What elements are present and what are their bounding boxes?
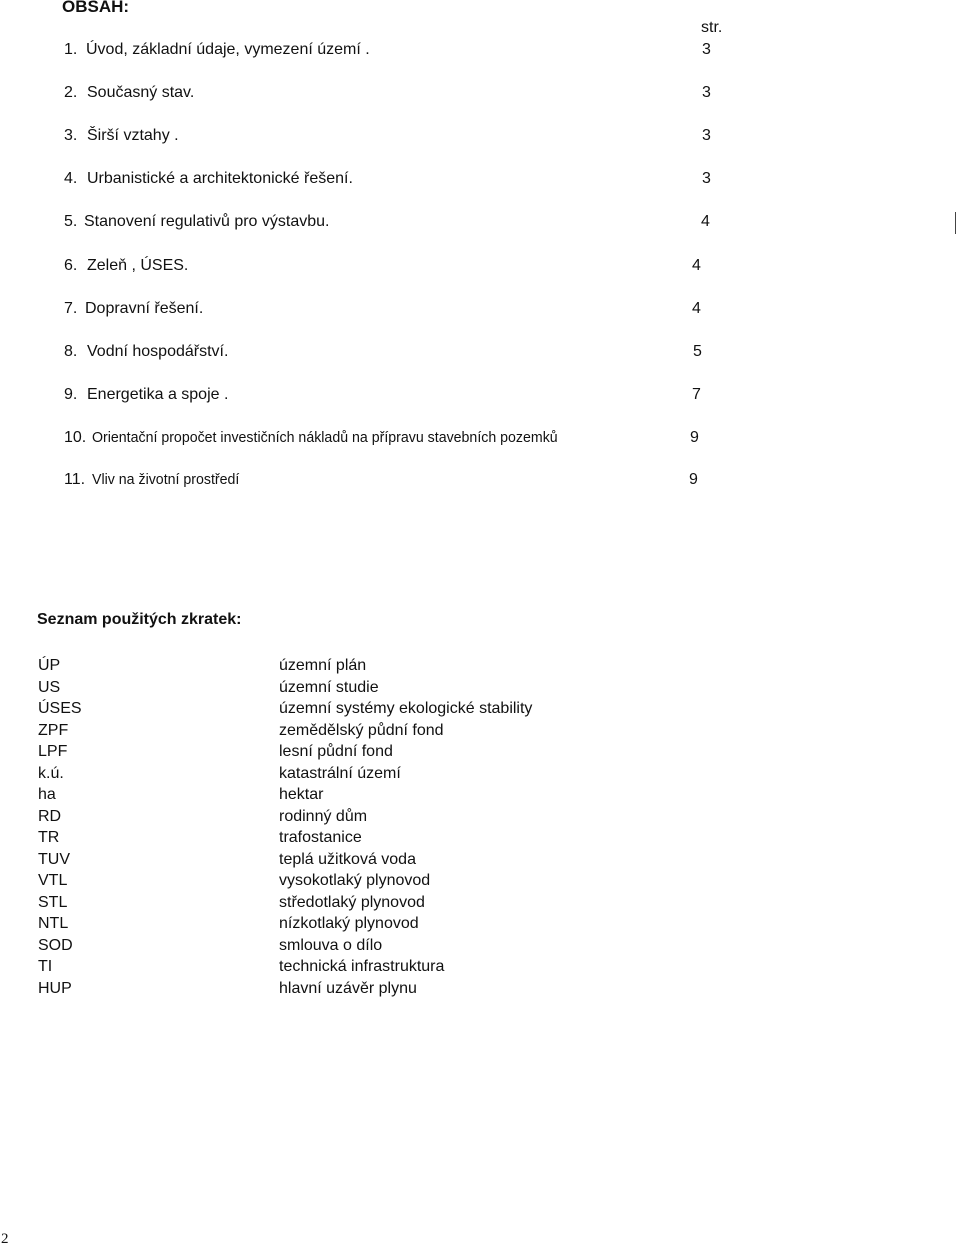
toc-item-4 (64, 170, 353, 188)
abbreviation-code: TUV (38, 850, 70, 868)
toc-item-11 (64, 471, 248, 489)
abbreviation-meaning: územní plán (279, 657, 367, 674)
abbreviation-code: LPF (38, 743, 68, 760)
toc-item-title: Současný stav. (87, 84, 195, 101)
toc-item-number: 7. (64, 300, 78, 317)
toc-item-title: Dopravní řešení. (85, 300, 204, 317)
abbreviation-code: RD (38, 807, 62, 825)
table-row (38, 763, 532, 785)
toc-item-number: 11. (64, 471, 86, 488)
toc-item-number: 2. (64, 84, 78, 101)
toc-item-title: Energetika a spoje . (87, 386, 229, 403)
abbreviation-meaning: smlouva o dílo (279, 936, 383, 954)
abbreviation-code: ha (38, 786, 56, 803)
abbreviation-code: VTL (38, 872, 68, 889)
toc-item-page: 7 (692, 386, 701, 403)
table-row (38, 870, 532, 892)
toc-item-page: 5 (693, 343, 702, 360)
toc-item-3 (64, 127, 179, 145)
abbreviation-code: ÚP (38, 657, 61, 674)
toc-item-number: 5. (64, 213, 78, 230)
table-row (38, 806, 532, 828)
page-column-label: str. (701, 19, 723, 36)
table-row (38, 698, 532, 720)
toc-item-title: Vodní hospodářství. (87, 343, 229, 360)
toc-item-9 (64, 386, 228, 404)
toc-item-page: 3 (702, 84, 711, 101)
toc-item-8 (64, 343, 228, 361)
abbreviation-meaning: hlavní uzávěr plynu (279, 979, 417, 997)
abbreviation-meaning: technická infrastruktura (279, 958, 445, 975)
table-row (38, 849, 532, 871)
abbreviation-meaning: zemědělský půdní fond (279, 721, 444, 739)
abbreviation-meaning: lesní půdní fond (279, 743, 393, 760)
abbreviations-heading: Seznam použitých zkratek: (37, 611, 242, 628)
abbreviations-table (38, 655, 532, 999)
abbreviation-meaning: trafostanice (279, 829, 362, 846)
toc-heading: OBSAH: (62, 0, 130, 16)
page-number: 2 (1, 1231, 9, 1247)
toc-item-number: 8. (64, 343, 78, 360)
table-row (38, 655, 532, 677)
abbreviation-meaning: středotlaký plynovod (279, 893, 425, 911)
table-row (38, 827, 532, 849)
abbreviation-code: US (38, 678, 61, 696)
toc-item-10 (64, 429, 585, 447)
toc-item-number: 10. (64, 429, 87, 446)
abbreviation-meaning: katastrální území (279, 764, 401, 782)
toc-item-6 (64, 257, 188, 275)
toc-item-number: 1. (64, 41, 78, 58)
abbreviation-code: STL (38, 893, 68, 911)
toc-item-page: 3 (702, 170, 711, 187)
toc-item-5 (64, 213, 329, 231)
table-row (38, 784, 532, 806)
toc-item-page: 4 (692, 257, 701, 274)
abbreviation-meaning: nízkotlaký plynovod (279, 915, 419, 932)
toc-item-1 (64, 41, 370, 59)
abbreviation-meaning: vysokotlaký plynovod (279, 872, 431, 889)
abbreviation-code: ZPF (38, 721, 69, 739)
abbreviation-code: TI (38, 958, 53, 975)
toc-item-title: Vliv na životní prostředí (92, 471, 240, 488)
toc-item-page: 4 (692, 300, 701, 317)
table-row (38, 741, 532, 763)
toc-item-7 (64, 300, 203, 318)
abbreviation-code: SOD (38, 936, 73, 954)
table-row (38, 913, 532, 935)
toc-item-title: Stanovení regulativů pro výstavbu. (84, 213, 330, 230)
table-row (38, 720, 532, 742)
table-row (38, 892, 532, 914)
abbreviation-code: HUP (38, 979, 72, 997)
abbreviation-code: NTL (38, 915, 69, 932)
toc-item-title: Orientační propočet investičních nákladů na přípravu stavebních pozemků (92, 429, 558, 446)
table-row (38, 935, 532, 957)
toc-item-title: Zeleň , ÚSES. (87, 257, 189, 274)
toc-item-page: 3 (702, 41, 711, 58)
toc-item-page: 9 (690, 429, 699, 446)
abbreviation-meaning: územní studie (279, 678, 379, 696)
table-row (38, 956, 532, 978)
toc-item-title: Úvod, základní údaje, vymezení území . (86, 41, 370, 58)
toc-item-number: 9. (64, 386, 78, 403)
table-row (38, 677, 532, 699)
margin-mark (955, 212, 956, 234)
toc-item-page: 3 (702, 127, 711, 144)
abbreviation-code: k.ú. (38, 764, 64, 782)
abbreviation-meaning: územní systémy ekologické stability (279, 700, 533, 717)
abbreviation-meaning: teplá užitková voda (279, 850, 416, 868)
toc-item-number: 6. (64, 257, 78, 274)
toc-item-title: Urbanistické a architektonické řešení. (87, 170, 353, 187)
toc-item-page: 4 (701, 213, 710, 230)
toc-item-2 (64, 84, 194, 102)
table-row (38, 978, 532, 1000)
abbreviation-code: TR (38, 829, 60, 846)
toc-item-number: 3. (64, 127, 78, 144)
abbreviation-meaning: rodinný dům (279, 807, 368, 825)
abbreviation-meaning: hektar (279, 786, 324, 803)
abbreviation-code: ÚSES (38, 700, 82, 717)
toc-item-title: Širší vztahy . (87, 127, 179, 144)
toc-item-number: 4. (64, 170, 78, 187)
toc-item-page: 9 (689, 471, 698, 488)
